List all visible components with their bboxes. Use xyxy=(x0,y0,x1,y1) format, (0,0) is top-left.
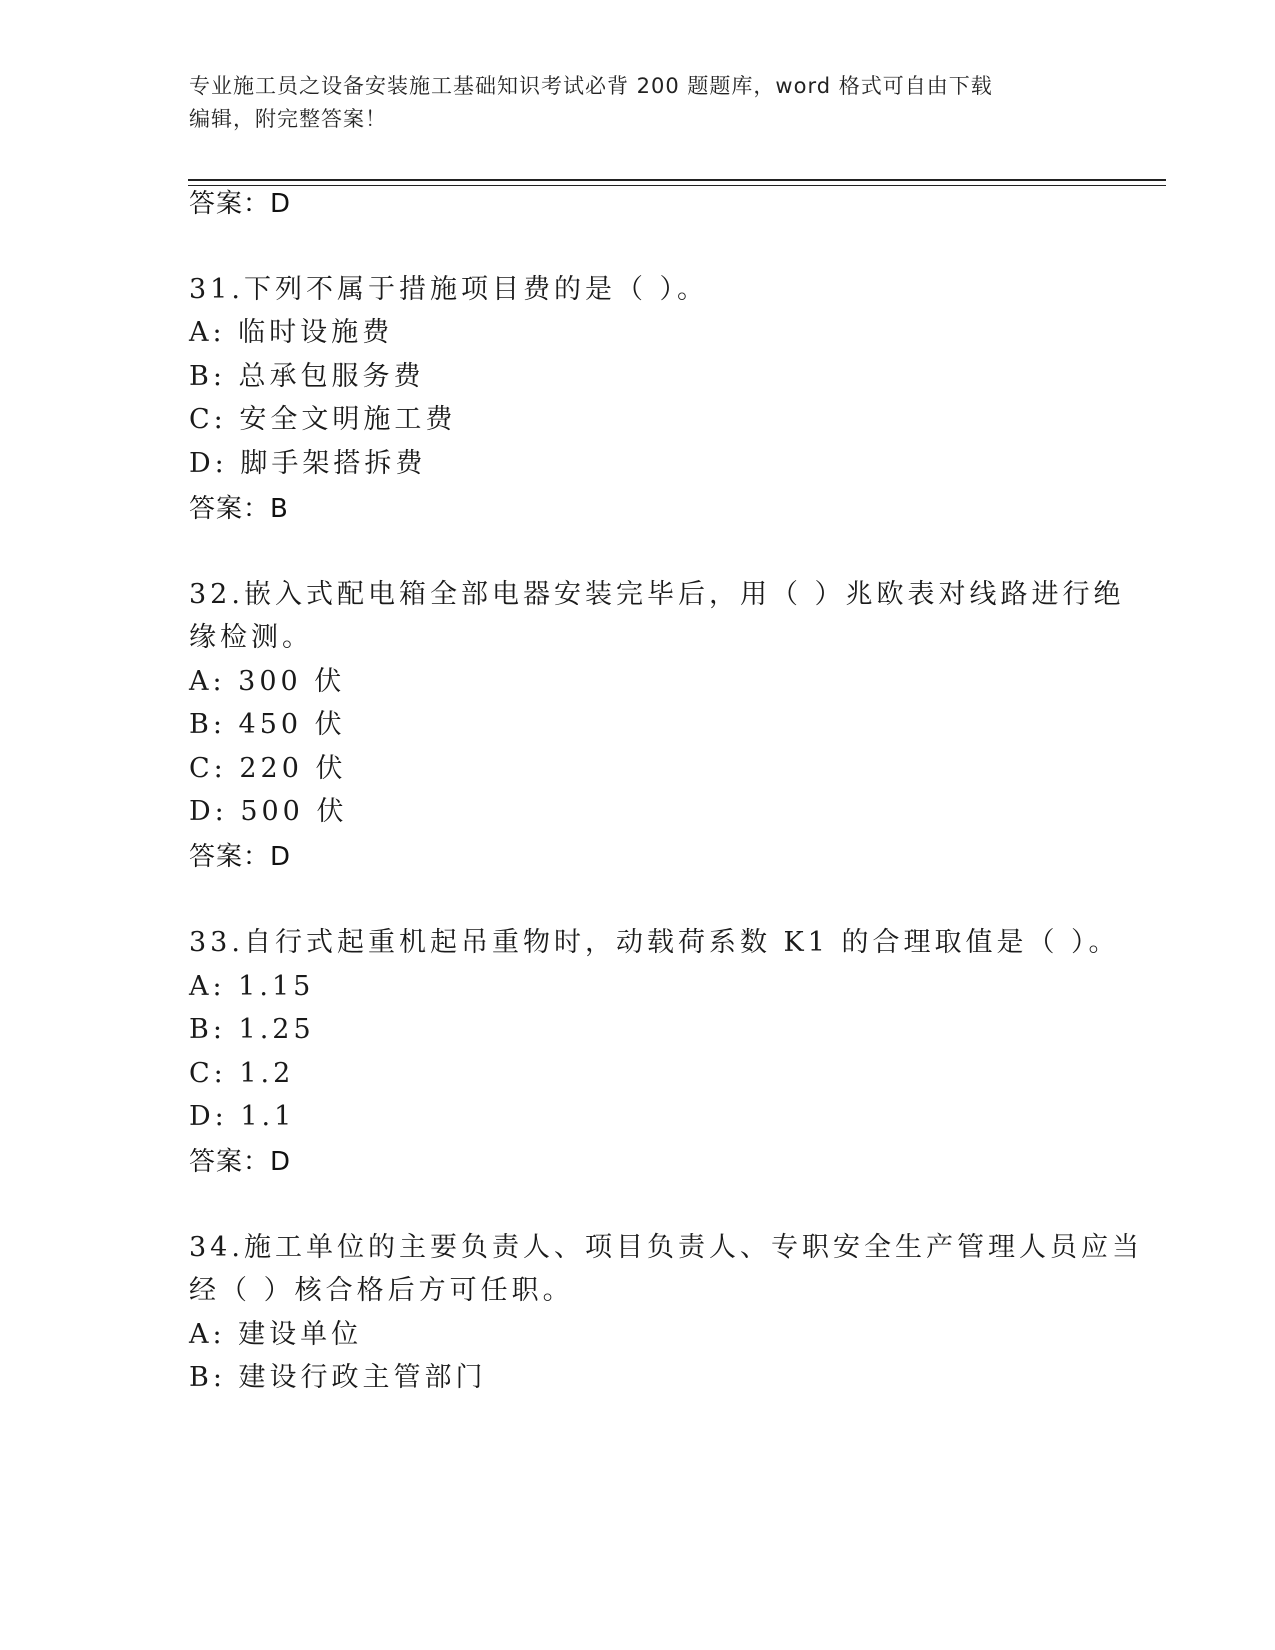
header-line-2: 编辑，附完整答案！ xyxy=(189,107,387,131)
question-31-option-a: A: 临时设施费 xyxy=(189,317,394,348)
question-32-option-b: B: 450 伏 xyxy=(189,709,346,740)
previous-answer: 答案：D xyxy=(189,189,292,219)
question-31-answer: 答案：B xyxy=(189,494,289,524)
question-33-option-d: D: 1.1 xyxy=(189,1101,296,1132)
question-32-answer: 答案：D xyxy=(189,842,292,872)
question-33-option-a: A: 1.15 xyxy=(189,971,315,1002)
header-rule-thick xyxy=(188,179,1166,181)
question-34-stem-line-1: 34.施工单位的主要负责人、项目负责人、专职安全生产管理人员应当 xyxy=(189,1232,1143,1263)
question-31-option-c: C: 安全文明施工费 xyxy=(189,404,457,435)
question-31-option-d: D: 脚手架搭拆费 xyxy=(189,448,427,479)
question-32-option-a: A: 300 伏 xyxy=(189,666,346,697)
question-34-option-a: A: 建设单位 xyxy=(189,1319,363,1350)
header-rule-thin xyxy=(188,185,1166,186)
header-line-1: 专业施工员之设备安装施工基础知识考试必背 200 题题库，word 格式可自由下载 xyxy=(189,74,993,98)
question-32-option-c: C: 220 伏 xyxy=(189,753,347,784)
question-33-answer: 答案：D xyxy=(189,1147,292,1177)
question-32-stem-line-1: 32.嵌入式配电箱全部电器安装完毕后，用（ ）兆欧表对线路进行绝 xyxy=(189,579,1125,610)
question-32-option-d: D: 500 伏 xyxy=(189,796,348,827)
question-33-stem: 33.自行式起重机起吊重物时，动载荷系数 K1 的合理取值是（ ）。 xyxy=(189,927,1120,958)
question-33-option-c: C: 1.2 xyxy=(189,1058,295,1089)
document-header xyxy=(189,70,1089,136)
question-34-stem-line-2: 经（ ）核合格后方可任职。 xyxy=(189,1275,574,1306)
question-33-option-b: B: 1.25 xyxy=(189,1014,315,1045)
question-34-option-b: B: 建设行政主管部门 xyxy=(189,1362,487,1393)
question-31-stem: 31.下列不属于措施项目费的是（ ）。 xyxy=(189,274,709,305)
question-31-option-b: B: 总承包服务费 xyxy=(189,361,425,392)
question-32-stem-line-2: 缘检测。 xyxy=(189,622,313,653)
